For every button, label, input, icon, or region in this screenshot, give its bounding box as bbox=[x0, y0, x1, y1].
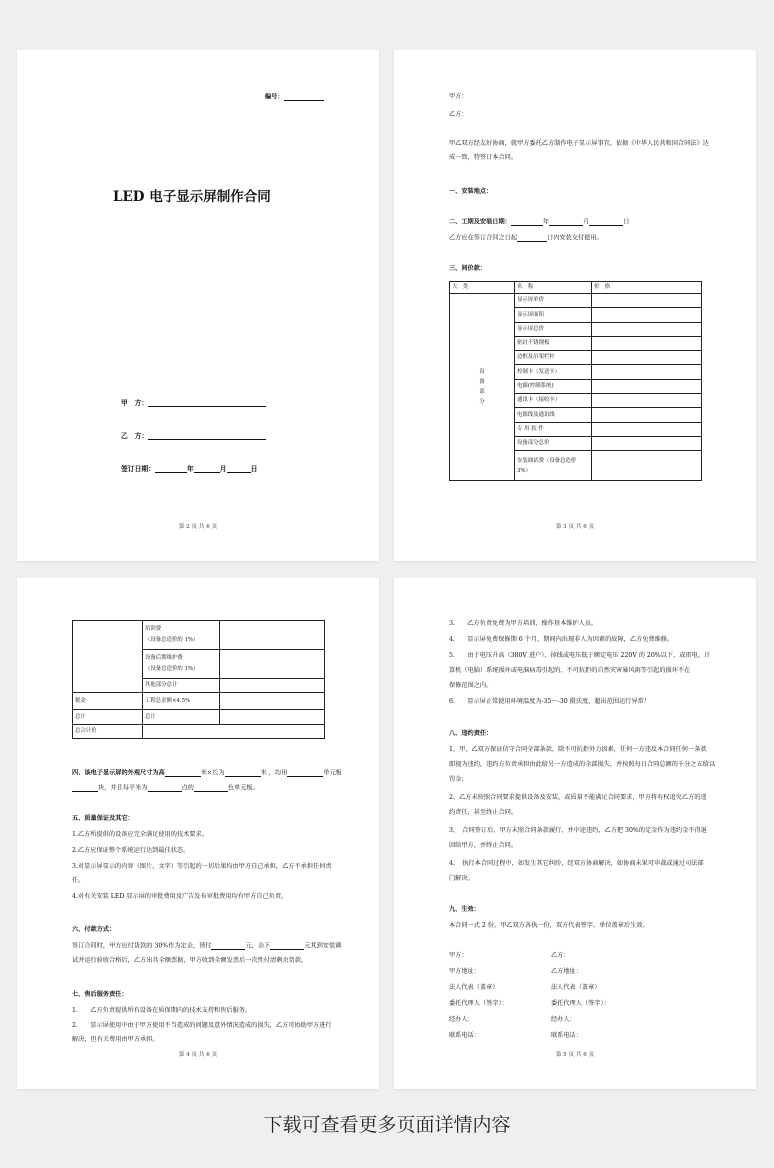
training-fee-label: 培训费 bbox=[145, 625, 162, 632]
party-a-blank bbox=[148, 399, 266, 407]
party-b-label: 乙 方： bbox=[121, 432, 149, 440]
total-value: 总计 bbox=[143, 710, 220, 724]
item-price bbox=[592, 351, 702, 365]
maintenance-fee-note: （设备总造价的 1%） bbox=[145, 666, 199, 672]
days-blank bbox=[517, 234, 547, 242]
service-item: 6. 显示屏正常使用环境温度为-35～-30 摄氏度，超出范围运行异常！ bbox=[449, 698, 651, 705]
party-a-line: 甲方： bbox=[449, 93, 468, 100]
day-label: 日 bbox=[250, 465, 258, 473]
s5-item: 1.乙方所提供的设备应完全满足使用的技术要求。 bbox=[72, 831, 208, 838]
empty-cell bbox=[73, 621, 143, 693]
serial-number-field bbox=[265, 93, 324, 101]
contract-price-label: 总合计价 bbox=[73, 724, 143, 738]
training-fee-cell bbox=[143, 621, 220, 650]
fees-table bbox=[72, 620, 325, 739]
section-6-title: 六、付款方式： bbox=[72, 926, 116, 933]
item-name: 控制卡（发送卡） bbox=[515, 365, 592, 379]
s6-text: 元，余下 bbox=[245, 942, 271, 950]
s8-line: 3、 合同签订后，甲方未照合同条款履行，并中途违约，乙方把 30%的定金作为违约金不得退 bbox=[449, 827, 707, 834]
party-a-legal-rep: 法人代表（盖章） bbox=[449, 984, 499, 991]
dots-blank bbox=[148, 784, 182, 792]
item-price bbox=[592, 294, 702, 308]
party-b-line: 乙方： bbox=[449, 111, 468, 118]
training-fee-note: （设备总造价的 1%） bbox=[145, 637, 199, 643]
board-blank bbox=[287, 769, 323, 777]
contract-title: LED 电子显示屏制作合同 bbox=[113, 189, 271, 205]
category-char: 设 bbox=[479, 368, 485, 375]
document-page-5 bbox=[394, 578, 756, 1089]
item-price bbox=[592, 408, 702, 422]
s8-line: 回给甲方，并终止合同。 bbox=[449, 842, 518, 849]
sign-date-label: 签订日期： bbox=[121, 465, 155, 473]
s9-line: 本合同一式 2 份，甲乙双方各执一份，双方代表签字、单位盖章后生效。 bbox=[449, 922, 649, 929]
section-9-title: 九、生效： bbox=[449, 906, 480, 913]
sign-date-field bbox=[121, 465, 257, 473]
item-price bbox=[592, 322, 702, 336]
party-a-label: 甲 方： bbox=[121, 399, 149, 407]
item-name: 显示屏单价 bbox=[515, 294, 592, 308]
item-name: 电源(控制系统) bbox=[515, 379, 592, 393]
s4-text: 米 ，均用 bbox=[260, 769, 288, 777]
table-header-row bbox=[450, 282, 702, 294]
month-label: 月 bbox=[219, 465, 227, 473]
s4-text: 四、该电子显示屏的外观尺寸为高 bbox=[72, 769, 165, 777]
price-cell bbox=[220, 693, 325, 710]
month-blank bbox=[549, 218, 583, 226]
s5-item: 任。 bbox=[72, 877, 85, 884]
s4-text: 米×长为 bbox=[200, 769, 225, 777]
section-install-location: 一、安装地点： bbox=[449, 188, 493, 195]
s8-line: 即视为违约，违约方负责承担由此给另一方造成的全部损失，并按照每日合同总额的千分之五给以 bbox=[449, 761, 716, 768]
page-number: 第 2 页 共 6 页 bbox=[178, 524, 218, 531]
item-price bbox=[592, 365, 702, 379]
s5-item: 3.对显示屏显示的内容（图片、文字）等引起的一切后果均由甲方自己承担，乙方不承担任何责 bbox=[72, 863, 332, 870]
party-b-phone: 联系电话： bbox=[551, 1032, 582, 1039]
service-item: 保修范围之内。 bbox=[449, 682, 493, 689]
item-price bbox=[592, 308, 702, 322]
table-row bbox=[73, 621, 325, 650]
day-label: 日 bbox=[623, 218, 630, 226]
maintenance-fee-label: 设备后期维护费 bbox=[145, 654, 183, 661]
s7-item: 解决，但有关费用由甲方承担。 bbox=[72, 1036, 159, 1043]
section-4-line-2 bbox=[72, 784, 259, 792]
table-row bbox=[73, 710, 325, 724]
s6-line-1 bbox=[72, 942, 341, 950]
s8-line: 门解决。 bbox=[449, 875, 474, 882]
section-5-title: 五、质量保证及其它： bbox=[72, 815, 134, 822]
s6-text: 签订合同时，甲方应付货款的 30%作为定金，预付 bbox=[72, 942, 212, 950]
item-price bbox=[592, 436, 702, 450]
color-blank bbox=[194, 784, 228, 792]
day-blank bbox=[589, 218, 623, 226]
item-name: 显示屏面积 bbox=[515, 308, 592, 322]
service-item: 3. 乙方负责免费为甲方培训、操作基本维护人员。 bbox=[449, 620, 598, 627]
party-a-field bbox=[121, 399, 266, 407]
party-b-blank bbox=[148, 432, 266, 440]
header-name: 名 称 bbox=[515, 282, 592, 294]
document-page-3 bbox=[394, 50, 756, 561]
item-name bbox=[515, 451, 592, 481]
service-item: 算机（电脑）系统损坏或电脑病毒引起的、不可抗拒的自然灾害暴风雨等引起的损坏不在 bbox=[449, 667, 691, 674]
height-blank bbox=[165, 769, 201, 777]
header-price: 价 格 bbox=[592, 282, 702, 294]
install-deadline bbox=[449, 234, 603, 242]
document-page-4 bbox=[17, 578, 379, 1089]
item-name: 电源线及通讯线 bbox=[515, 408, 592, 422]
party-a-signature: 甲方： bbox=[449, 952, 468, 959]
s8-line: 2、乙方未按照合同要求提供设备及安装，或质量不能满足合同要求，甲方将有权追究乙方的违 bbox=[449, 794, 707, 801]
balance-blank bbox=[270, 942, 304, 950]
item-name: 密封不锈钢板 bbox=[515, 336, 592, 350]
month-label: 月 bbox=[583, 218, 590, 226]
s4-text: 点的 bbox=[181, 784, 194, 792]
table-row bbox=[73, 693, 325, 710]
s8-line: 约责任，甚至终止合同。 bbox=[449, 809, 518, 816]
month-blank bbox=[194, 465, 220, 473]
s4-text: 单元板 bbox=[323, 769, 342, 777]
table-row bbox=[73, 724, 325, 738]
s6-line-2: 试并运行验收合格后，乙方出具全额票据，甲方收到全额发票后一次性付清剩余货款。 bbox=[72, 957, 308, 964]
count-blank bbox=[72, 784, 98, 792]
page-number: 第 4 页 共 6 页 bbox=[178, 1052, 218, 1059]
party-a-agent: 委托代理人（签字）： bbox=[449, 1000, 508, 1007]
day-blank bbox=[227, 465, 251, 473]
category-char: 部 bbox=[479, 389, 485, 396]
price-table bbox=[449, 281, 702, 481]
section-price: 三、间价款： bbox=[449, 265, 487, 272]
s5-item: 4.对有关安装 LED 显示屏的审批费用及广告发布审批费用均有甲方自己负责。 bbox=[72, 893, 288, 900]
s6-text: 元其到安装调 bbox=[304, 942, 342, 950]
party-b-signature: 乙方： bbox=[551, 952, 570, 959]
item-name: 设备部分总价 bbox=[515, 436, 592, 450]
schedule-label: 二、工期及安装日期： bbox=[449, 218, 511, 226]
s7-item: 2. 显示屏使用中由于甲方使用不当造成的问题及意外情况造成的损失，乙方可协助甲方进行 bbox=[72, 1022, 332, 1029]
section-4-line-1 bbox=[72, 769, 342, 777]
install-prefix: 乙方应在签订合同之日起 bbox=[449, 234, 518, 242]
category-cell bbox=[450, 294, 515, 481]
party-a-address: 甲方地址： bbox=[449, 968, 480, 975]
section-7-title: 七、售后服务责任： bbox=[72, 991, 128, 998]
s7-item: 1. 乙方负责提供所有设备在质保期内的技术支持和售后服务。 bbox=[72, 1007, 252, 1014]
header-category: 大 类 bbox=[450, 282, 515, 294]
s8-line: 4、 执行本合同过程中，如发生其它纠纷，经双方协商解决，如协商未果可申裁或通过司法部 bbox=[449, 860, 704, 867]
s8-line: 1、甲、乙双方保证信守合同全部条款，除不可抗拒外力因素，任何一方违反本合同任何一条款 bbox=[449, 746, 707, 753]
item-name: 通讯卡（接收卡） bbox=[515, 394, 592, 408]
party-b-handler: 经办人： bbox=[551, 1016, 576, 1023]
item-price bbox=[592, 422, 702, 436]
s4-text: 块，并且每平米为 bbox=[98, 784, 148, 792]
item-name: 显示屏总价 bbox=[515, 322, 592, 336]
serial-label: 编号： bbox=[265, 93, 284, 101]
contract-price-value bbox=[143, 724, 325, 738]
length-blank bbox=[225, 769, 261, 777]
party-b-legal-rep: 法人代表（盖章） bbox=[551, 984, 601, 991]
party-a-handler: 经办人： bbox=[449, 1016, 474, 1023]
item-name: 边框及吊架栏杆 bbox=[515, 351, 592, 365]
year-label: 年 bbox=[542, 218, 550, 226]
party-a-phone: 联系电话： bbox=[449, 1032, 480, 1039]
party-b-address: 乙方地址： bbox=[551, 968, 582, 975]
price-cell bbox=[220, 679, 325, 693]
category-char: 分 bbox=[479, 399, 485, 406]
item-name-line: 安装调试费（设备总造价 bbox=[517, 457, 577, 464]
page-number: 第 3 页 共 6 页 bbox=[555, 524, 595, 531]
intro-line-2: 成一致，特签订本合同。 bbox=[449, 154, 518, 161]
intro-line-1: 甲乙双方经友好协商，就甲方委托乙方制作电子显示屏事宜，依据《中华人民共和国合同法》达 bbox=[449, 140, 709, 147]
document-page-cover bbox=[17, 50, 379, 561]
prepay-blank bbox=[211, 942, 245, 950]
item-price bbox=[592, 336, 702, 350]
total-label: 总计 bbox=[73, 710, 143, 724]
table-row bbox=[450, 294, 702, 308]
year-blank bbox=[511, 218, 543, 226]
section-schedule bbox=[449, 218, 629, 226]
party-b-agent: 委托代理人（签字）： bbox=[551, 1000, 610, 1007]
year-blank bbox=[155, 465, 187, 473]
other-subtotal-label: 其他部分总计 bbox=[143, 679, 220, 693]
price-cell bbox=[220, 621, 325, 650]
item-price bbox=[592, 379, 702, 393]
download-more-caption[interactable]: 下载可查看更多页面详情内容 bbox=[263, 1114, 511, 1136]
s8-line: 罚金； bbox=[449, 776, 468, 783]
install-suffix: 日内安装交付使用。 bbox=[547, 234, 603, 242]
page-number: 第 5 页 共 6 页 bbox=[555, 1052, 595, 1059]
s4-text: 色单元板。 bbox=[227, 784, 259, 792]
service-item: 5. 由于电压升高（380V 进户）、掉线或电压低于额定电压 220V 的 20%以下、或雷电、计 bbox=[449, 652, 711, 659]
price-cell bbox=[220, 710, 325, 724]
year-label: 年 bbox=[186, 465, 194, 473]
section-8-title: 八、违约责任： bbox=[449, 730, 493, 737]
serial-blank bbox=[284, 93, 324, 101]
s5-item: 2.乙方应保证整个系统运行达到最佳状态。 bbox=[72, 847, 190, 854]
item-price bbox=[592, 394, 702, 408]
service-item: 4. 显示屏免费保修期 6 个月，期间内出现非人为因素的故障，乙方免费维修。 bbox=[449, 636, 674, 643]
item-name-line: 3%） bbox=[517, 467, 531, 474]
price-cell bbox=[220, 650, 325, 679]
party-b-field bbox=[121, 432, 266, 440]
tax-label: 税金 bbox=[73, 693, 143, 710]
item-name: 专 用 软 件 bbox=[515, 422, 592, 436]
item-price bbox=[592, 451, 702, 481]
category-char: 备 bbox=[479, 378, 485, 385]
tax-value: 工程总金额×4.5% bbox=[143, 693, 220, 710]
maintenance-fee-cell bbox=[143, 650, 220, 679]
